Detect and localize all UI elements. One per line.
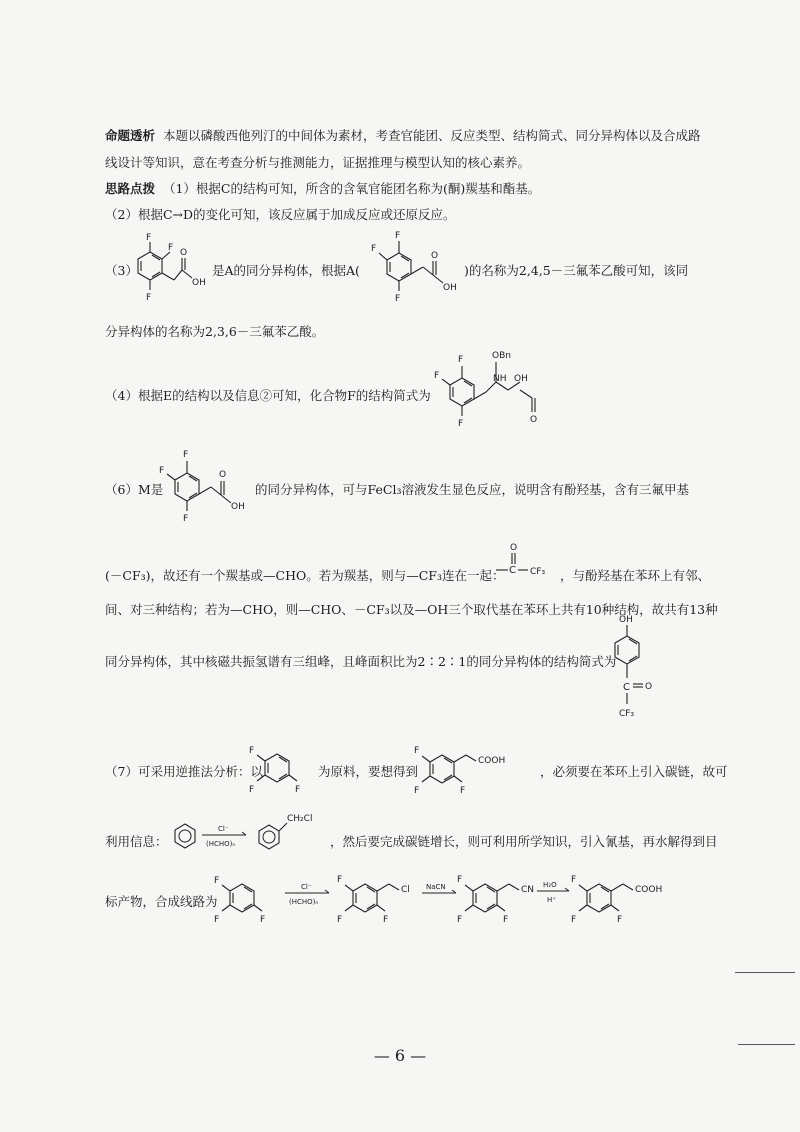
q6-line-4: 同分异构体，其中核磁共振氢谱有三组峰，且峰面积比为2∶2∶1的同分异构体的结构简式为 (105, 654, 617, 669)
q7-line-d: 利用信息： (105, 834, 168, 849)
f-label: F (146, 293, 152, 303)
intro-line-1 (105, 126, 700, 144)
f-label: F (458, 355, 464, 365)
q3-mid: 是A的同分异构体，根据A( (212, 263, 360, 278)
q2-text: （2）根据C→D的变化可知，该反应属于加成反应或还原反应。 (105, 207, 456, 222)
cooh-label: COOH (635, 885, 663, 895)
svg-text:C: C (623, 682, 630, 693)
f-label: F (457, 915, 463, 925)
q6-num: （6）M是 (105, 482, 164, 497)
f-label: F (395, 231, 401, 241)
molecule-m-reference (159, 443, 255, 532)
f-label: F (260, 915, 266, 925)
molecule-124-trifluorobenzene (249, 738, 315, 804)
f-label: F (159, 466, 165, 476)
q3-line-2: 分异构体的名称为2,3,6－三氟苯乙酸。 (105, 324, 325, 339)
f-label: F (571, 915, 577, 925)
hcho-label: (HCHO)ₙ (206, 840, 236, 848)
f-label: F (214, 915, 220, 925)
molecule-answer-isomer (605, 612, 665, 731)
h2o-label: H₂O (543, 881, 557, 889)
f-label: F (395, 294, 401, 304)
molecule-a-245-trifluorophenylacetic-acid (371, 225, 465, 309)
o-label: O (530, 415, 538, 425)
route-product-acid (571, 864, 687, 930)
cl-reagent-label: Cl⁻ (301, 883, 312, 891)
obn-label: OBn (492, 351, 511, 361)
hint-label: 思路点拨 (105, 181, 156, 196)
q6-line-2b: ，与酚羟基在苯环上有邻、 (560, 568, 711, 583)
oh-label: OH (231, 502, 245, 512)
q7-line-a: （7）可采用逆推法分析：以 (105, 764, 263, 779)
intro-label: 命题透析 (105, 128, 156, 143)
hcho-label: (HCHO)ₙ (289, 898, 319, 906)
f-label: F (503, 915, 509, 925)
f-label: F (168, 243, 174, 253)
nh-label: NH (493, 374, 507, 384)
benzene-icon (172, 822, 198, 852)
f-label: F (249, 746, 255, 756)
f-label: F (183, 514, 189, 524)
reaction-arrow-hydrolysis (535, 878, 575, 914)
page-number: — 6 — (373, 1046, 427, 1065)
f-label: F (457, 875, 463, 885)
reaction-arrow-chloromethylation-2 (283, 880, 333, 914)
f-label: F (183, 450, 189, 460)
oh-label: OH (619, 615, 633, 625)
route-benzyl-nitrile (457, 864, 543, 930)
o-label: O (510, 543, 518, 553)
f-label: F (434, 371, 440, 381)
q2-line (105, 205, 456, 223)
f-label: F (371, 244, 377, 254)
q7-line-f: 标产物，合成线路为 (105, 894, 218, 909)
f-label: F (383, 915, 389, 925)
molecule-compound-f (434, 338, 550, 437)
intro-text-1: 本题以磷酸西他列汀的中间体为素材，考查官能团、反应类型、结构简式、同分异构体以及合成路 (162, 128, 701, 143)
oh-label: OH (514, 374, 528, 384)
q7-line-e: ，然后要完成碳链增长，则可利用所学知识，引入氰基，再水解得到目 (330, 834, 718, 849)
q3-end: )的名称为2,4,5－三氟苯乙酸可知，该同 (464, 263, 689, 278)
oh-label: OH (443, 283, 457, 293)
route-start-trifluorobenzene (214, 868, 280, 934)
cooh-label: COOH (478, 756, 506, 766)
cn-label: CN (521, 885, 535, 895)
oh-label: OH (192, 278, 206, 288)
f-label: F (337, 875, 343, 885)
reaction-arrow-cyanation (420, 880, 460, 914)
q6-line-2: (－CF₃)，故还有一个羰基或—CHO。若为羰基，则与—CF₃连在一起： (105, 568, 505, 583)
molecule-236-trifluorophenylacetic-acid (130, 230, 210, 309)
f-label: F (414, 746, 420, 756)
f-label: F (571, 875, 577, 885)
f-label: F (458, 419, 464, 429)
q6-rest: 的同分异构体，可与FeCl₃溶液发生显色反应，说明含有酚羟基，含有三氟甲基 (255, 482, 689, 497)
ch2cl-label: CH₂Cl (287, 814, 313, 824)
o-label: O (645, 682, 653, 692)
margin-mark-top (735, 972, 795, 973)
hplus-label: H⁺ (547, 896, 556, 904)
f-label: F (214, 876, 220, 886)
q7-line-c: ，必须要在苯环上引入碳链，故可 (540, 764, 728, 779)
margin-mark-bottom (738, 1044, 795, 1045)
intro-text-2: 线设计等知识，意在考查分析与推测能力，证据推理与模型认知的核心素养。 (105, 155, 531, 170)
o-label: O (219, 470, 227, 480)
cl-label: Cl (401, 885, 410, 895)
q7-line-b: 为原料，要想得到 (318, 764, 419, 779)
molecule-trifluoroacetyl-fragment (494, 540, 564, 584)
intro-line-2 (105, 153, 530, 171)
hint-text: （1）根据C的结构可知，所含的含氧官能团名称为(酮)羰基和酯基。 (162, 181, 541, 196)
svg-text:C: C (509, 565, 516, 576)
route-benzyl-chloride (337, 864, 423, 930)
o-label: O (431, 251, 439, 261)
f-label: F (414, 786, 420, 796)
molecule-target-acid (414, 735, 530, 801)
f-label: F (337, 915, 343, 925)
reaction-arrow-chloromethylation-1 (200, 822, 250, 856)
cl-reagent-label: Cl⁻ (218, 825, 229, 833)
o-label: O (180, 248, 188, 258)
f-label: F (295, 785, 301, 795)
q3-num: （3） (105, 263, 138, 278)
cf3-label: CF₃ (619, 709, 635, 719)
molecule-benzyl-chloride (255, 805, 325, 854)
f-label: F (460, 786, 466, 796)
f-label: F (146, 233, 152, 243)
nacn-label: NaCN (426, 883, 446, 891)
f-label: F (249, 785, 255, 795)
cf3-label: CF₃ (530, 567, 546, 577)
q6-line-3: 间、对三种结构；若为—CHO，则—CHO、－CF₃以及—OH三个取代基在苯环上共有10种结构，故共有13种 (105, 602, 718, 617)
hint-line (105, 179, 540, 197)
q4-line: （4）根据E的结构以及信息②可知，化合物F的结构简式为 (105, 388, 431, 403)
f-label: F (617, 915, 623, 925)
